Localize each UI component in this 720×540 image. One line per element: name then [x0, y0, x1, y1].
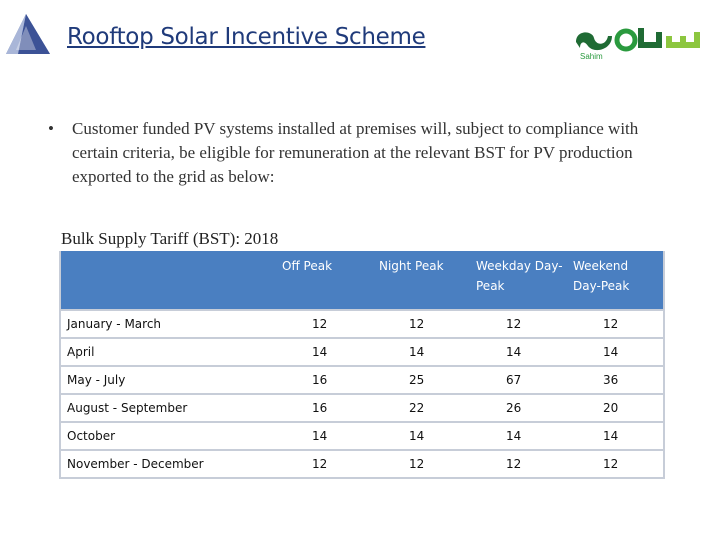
cell-value: 16: [278, 366, 375, 394]
bullet-paragraph: [48, 117, 648, 189]
cell-value: 12: [278, 310, 375, 338]
header-cell-night-peak: Night Peak: [375, 251, 472, 310]
row-label: October: [60, 422, 278, 450]
row-label: April: [60, 338, 278, 366]
cell-value: 36: [569, 366, 664, 394]
cell-value: 14: [375, 422, 472, 450]
table-row: [60, 338, 664, 366]
cell-value: 12: [569, 450, 664, 478]
triangle-logo-icon: [4, 12, 54, 58]
cell-value: 12: [569, 310, 664, 338]
header-cell-weekend-day-peak: Weekend Day-Peak: [569, 251, 664, 310]
sahim-logo-icon: [572, 18, 708, 66]
row-label: May - July: [60, 366, 278, 394]
bullet-text: Customer funded PV systems installed at premises will, subject to compliance with certain criteria, be eligible for remuneration at the relevant BST for PV production exported to the grid as below:: [72, 119, 639, 186]
header-cell-weekday-day-peak: Weekday Day-Peak: [472, 251, 569, 310]
cell-value: 22: [375, 394, 472, 422]
cell-value: 12: [472, 310, 569, 338]
table-row: [60, 450, 664, 478]
table-row: [60, 310, 664, 338]
cell-value: 12: [375, 310, 472, 338]
cell-value: 12: [375, 450, 472, 478]
cell-value: 14: [569, 338, 664, 366]
cell-value: 14: [472, 338, 569, 366]
cell-value: 14: [569, 422, 664, 450]
cell-value: 25: [375, 366, 472, 394]
table-header-row: [60, 251, 664, 310]
row-label: August - September: [60, 394, 278, 422]
logo-subtext: Sahim: [580, 52, 603, 61]
header-cell-off-peak: Off Peak: [278, 251, 375, 310]
header-cell-period: [60, 251, 278, 310]
cell-value: 12: [472, 450, 569, 478]
row-label: January - March: [60, 310, 278, 338]
row-label: November - December: [60, 450, 278, 478]
table-caption: Bulk Supply Tariff (BST): 2018: [61, 229, 279, 248]
cell-value: 14: [375, 338, 472, 366]
bullet-symbol: •: [48, 119, 54, 138]
cell-value: 14: [472, 422, 569, 450]
cell-value: 14: [278, 422, 375, 450]
cell-value: 67: [472, 366, 569, 394]
cell-value: 16: [278, 394, 375, 422]
cell-value: 12: [278, 450, 375, 478]
cell-value: 14: [278, 338, 375, 366]
page-title: Rooftop Solar Incentive Scheme: [67, 24, 426, 50]
table-row: [60, 366, 664, 394]
tariff-table: [59, 251, 665, 479]
table-row: [60, 394, 664, 422]
cell-value: 26: [472, 394, 569, 422]
table-row: [60, 422, 664, 450]
cell-value: 20: [569, 394, 664, 422]
